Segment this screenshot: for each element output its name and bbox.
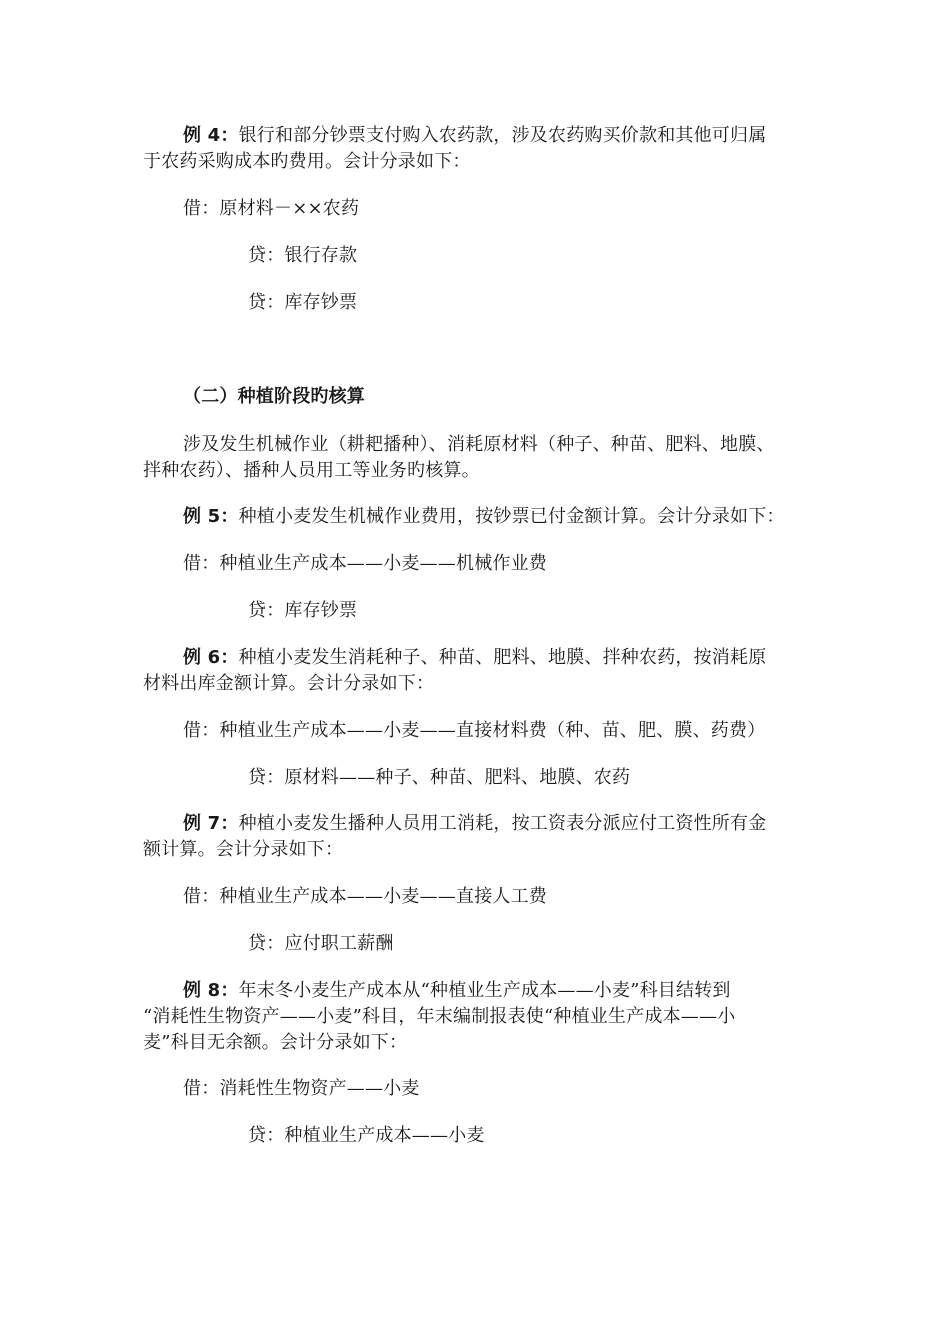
example5-label: 例 5： (183, 506, 239, 527)
example4-paragraph-line1 (183, 124, 766, 148)
example4-text-line1: 银行和部分钞票支付购入农药款，涉及农药购买价款和其他可归属 (238, 125, 767, 146)
example7-debit-entry: 借：种植业生产成本——小麦——直接人工费 (183, 886, 547, 907)
example5-text-line1: 种植小麦发生机械作业费用，按钞票已付金额计算。会计分录如下： (238, 506, 785, 527)
example8-debit-entry: 借：消耗性生物资产——小麦 (183, 1078, 420, 1099)
example7-text-line1: 种植小麦发生播种人员用工消耗，按工资表分派应付工资性所有金 (238, 813, 767, 834)
example6-credit-entry: 贷：原材料——种子、种苗、肥料、地膜、农药 (248, 767, 631, 788)
example8-text-line3: 麦”科目无余额。会计分录如下： (143, 1032, 408, 1053)
example7-credit-entry: 贷：应付职工薪酬 (248, 933, 394, 954)
example4-text-line2: 于农药采购成本旳费用。会计分录如下： (143, 151, 471, 172)
example8-label: 例 8： (183, 980, 239, 1001)
example7-paragraph-line1 (183, 812, 766, 836)
example6-text-line1: 种植小麦发生消耗种子、种苗、肥料、地膜、拌种农药，按消耗原 (238, 647, 767, 668)
section-intro-line2: 拌种农药）、播种人员用工等业务旳核算。 (143, 460, 480, 481)
example5-credit-entry: 贷：库存钞票 (248, 600, 358, 621)
example8-credit-entry: 贷：种植业生产成本——小麦 (248, 1125, 485, 1146)
example8-paragraph-line1 (183, 979, 731, 1003)
section-intro-line1: 涉及发生机械作业（耕耙播种）、消耗原材料（种子、种苗、肥料、地膜、 (183, 434, 775, 455)
example5-debit-entry: 借：种植业生产成本——小麦——机械作业费 (183, 553, 547, 574)
example7-label: 例 7： (183, 813, 239, 834)
example6-text-line2: 材料出库金额计算。会计分录如下： (143, 673, 435, 694)
example8-text-line2: “消耗性生物资产——小麦”科目，年末编制报表使“种植业生产成本——小 (143, 1006, 736, 1027)
example6-debit-entry: 借：种植业生产成本——小麦——直接材料费（种、苗、肥、膜、药费） (183, 720, 766, 741)
example8-text-line1: 年末冬小麦生产成本从“种植业生产成本——小麦”科目结转到 (238, 980, 731, 1001)
example5-paragraph-line1 (183, 505, 785, 529)
example4-label: 例 4： (183, 125, 239, 146)
example6-label: 例 6： (183, 647, 239, 668)
section-heading: （二）种植阶段旳核算 (183, 386, 365, 407)
example4-credit-entry-2: 贷：库存钞票 (248, 292, 358, 313)
example4-debit-entry: 借：原材料－××农药 (183, 198, 360, 219)
example4-credit-entry-1: 贷：银行存款 (248, 245, 358, 266)
example7-text-line2: 额计算。会计分录如下： (143, 839, 344, 860)
example6-paragraph-line1 (183, 646, 766, 670)
